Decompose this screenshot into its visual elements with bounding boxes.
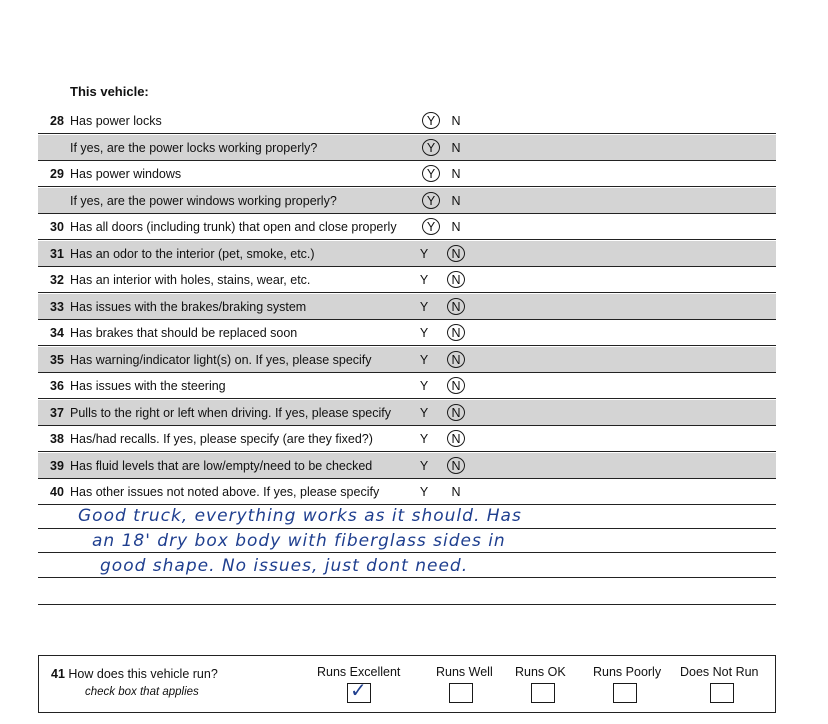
section-heading: This vehicle: xyxy=(70,84,149,99)
question-number: 35 xyxy=(50,352,64,367)
answer-circle xyxy=(422,112,440,129)
question-41-box xyxy=(38,655,776,713)
yes-option[interactable]: Y xyxy=(419,299,429,314)
question-row xyxy=(38,135,776,161)
no-option[interactable]: N xyxy=(451,220,461,234)
yes-option[interactable]: Y xyxy=(426,140,436,155)
run-option-checkbox[interactable] xyxy=(710,683,734,703)
run-option-label: Runs Poorly xyxy=(593,665,662,679)
question-text: Has power locks xyxy=(70,114,162,128)
yes-option[interactable]: Y xyxy=(419,458,429,473)
answer-circle xyxy=(447,271,465,288)
question-row xyxy=(38,320,776,346)
yes-option[interactable]: Y xyxy=(426,167,436,181)
no-option[interactable]: N xyxy=(451,458,461,473)
handwritten-note-line-1: Good truck, everything works as it should. Has xyxy=(78,506,522,526)
question-text: If yes, are the power locks working properly? xyxy=(70,140,318,155)
question-number: 28 xyxy=(50,114,64,128)
no-option[interactable]: N xyxy=(451,246,461,261)
answer-circle xyxy=(422,218,440,235)
question-text: Has warning/indicator light(s) on. If yes, please specify xyxy=(70,352,372,367)
answer-circle xyxy=(447,351,465,368)
question-text: Has brakes that should be replaced soon xyxy=(70,326,298,340)
handwritten-note-line-3: good shape. No issues, just dont need. xyxy=(100,556,469,576)
notes-line-2 xyxy=(38,552,776,553)
run-option-checkbox[interactable] xyxy=(531,683,555,703)
question-row xyxy=(38,214,776,240)
question-number: 37 xyxy=(50,405,64,420)
question-text: Has all doors (including trunk) that open and close properly xyxy=(70,220,397,234)
no-option[interactable]: N xyxy=(451,405,461,420)
question-row xyxy=(38,294,776,320)
yes-option[interactable]: Y xyxy=(426,193,436,208)
yes-option[interactable]: Y xyxy=(419,379,429,393)
yes-option[interactable]: Y xyxy=(419,246,429,261)
handwritten-note-line-2: an 18' dry box body with fiberglass sides in xyxy=(92,531,506,551)
question-41-text xyxy=(51,667,218,681)
answer-circle xyxy=(447,245,465,262)
question-row xyxy=(38,426,776,452)
question-text: Has issues with the steering xyxy=(70,379,226,393)
answer-circle xyxy=(447,298,465,315)
yes-option[interactable]: Y xyxy=(419,485,429,499)
notes-line-3 xyxy=(38,577,776,578)
run-option-checkbox[interactable] xyxy=(613,683,637,703)
question-row xyxy=(38,347,776,373)
no-option[interactable]: N xyxy=(451,299,461,314)
answer-circle xyxy=(447,404,465,421)
question-text: If yes, are the power windows working properly? xyxy=(70,193,337,208)
question-text: Has/had recalls. If yes, please specify (are they fixed?) xyxy=(70,432,373,446)
question-number: 29 xyxy=(50,167,64,181)
answer-circle xyxy=(447,430,465,447)
question-text: Has other issues not noted above. If yes, please specify xyxy=(70,485,380,499)
answer-circle xyxy=(422,139,440,156)
question-text: Has an odor to the interior (pet, smoke, etc.) xyxy=(70,246,315,261)
question-row xyxy=(38,267,776,293)
question-number: 31 xyxy=(50,246,64,261)
question-text: Has issues with the brakes/braking system xyxy=(70,299,307,314)
run-option-checkbox[interactable] xyxy=(347,680,371,703)
question-number: 40 xyxy=(50,485,64,499)
question-row xyxy=(38,373,776,399)
no-option[interactable]: N xyxy=(451,326,461,340)
run-option-label: Runs OK xyxy=(515,665,566,679)
question-number: 30 xyxy=(50,220,64,234)
answer-circle xyxy=(447,457,465,474)
question-number: 34 xyxy=(50,326,64,340)
no-option[interactable]: N xyxy=(451,352,461,367)
question-number: 36 xyxy=(50,379,64,393)
question-number: 32 xyxy=(50,273,64,287)
answer-circle xyxy=(447,324,465,341)
run-option-label: Runs Excellent xyxy=(317,665,401,679)
question-row xyxy=(38,188,776,214)
check-mark-icon: ✓ xyxy=(350,680,367,702)
no-option[interactable]: N xyxy=(451,379,461,393)
question-text: Has an interior with holes, stains, wear, etc. xyxy=(70,273,311,287)
question-41-number: 41 xyxy=(51,667,65,681)
no-option[interactable]: N xyxy=(451,432,461,446)
question-41-label: How does this vehicle run? xyxy=(68,667,218,681)
question-row xyxy=(38,453,776,479)
question-41-instruction: check box that applies xyxy=(85,686,199,698)
question-number: 39 xyxy=(50,458,64,473)
no-option[interactable]: N xyxy=(451,140,461,155)
yes-option[interactable]: Y xyxy=(419,273,429,287)
yes-option[interactable]: Y xyxy=(426,114,436,128)
question-row xyxy=(38,400,776,426)
run-option-label: Does Not Run xyxy=(680,665,759,679)
no-option[interactable]: N xyxy=(451,485,461,499)
question-text: Has fluid levels that are low/empty/need to be checked xyxy=(70,458,373,473)
run-option-checkbox[interactable] xyxy=(449,683,473,703)
no-option[interactable]: N xyxy=(451,114,461,128)
no-option[interactable]: N xyxy=(451,193,461,208)
yes-option[interactable]: Y xyxy=(419,432,429,446)
no-option[interactable]: N xyxy=(451,273,461,287)
answer-circle xyxy=(422,165,440,182)
yes-option[interactable]: Y xyxy=(419,352,429,367)
run-option-label: Runs Well xyxy=(436,665,493,679)
question-row xyxy=(38,161,776,187)
question-row xyxy=(38,479,776,505)
yes-option[interactable]: Y xyxy=(419,326,429,340)
question-row xyxy=(38,241,776,267)
question-row xyxy=(38,108,776,134)
notes-line-4 xyxy=(38,604,776,605)
question-text: Pulls to the right or left when driving. If yes, please specify xyxy=(70,405,391,420)
yes-option[interactable]: Y xyxy=(426,220,436,234)
answer-circle xyxy=(422,192,440,209)
question-number: 38 xyxy=(50,432,64,446)
yes-option[interactable]: Y xyxy=(419,405,429,420)
no-option[interactable]: N xyxy=(451,167,461,181)
question-number: 33 xyxy=(50,299,64,314)
answer-circle xyxy=(447,377,465,394)
notes-line-1 xyxy=(38,528,776,529)
question-text: Has power windows xyxy=(70,167,182,181)
